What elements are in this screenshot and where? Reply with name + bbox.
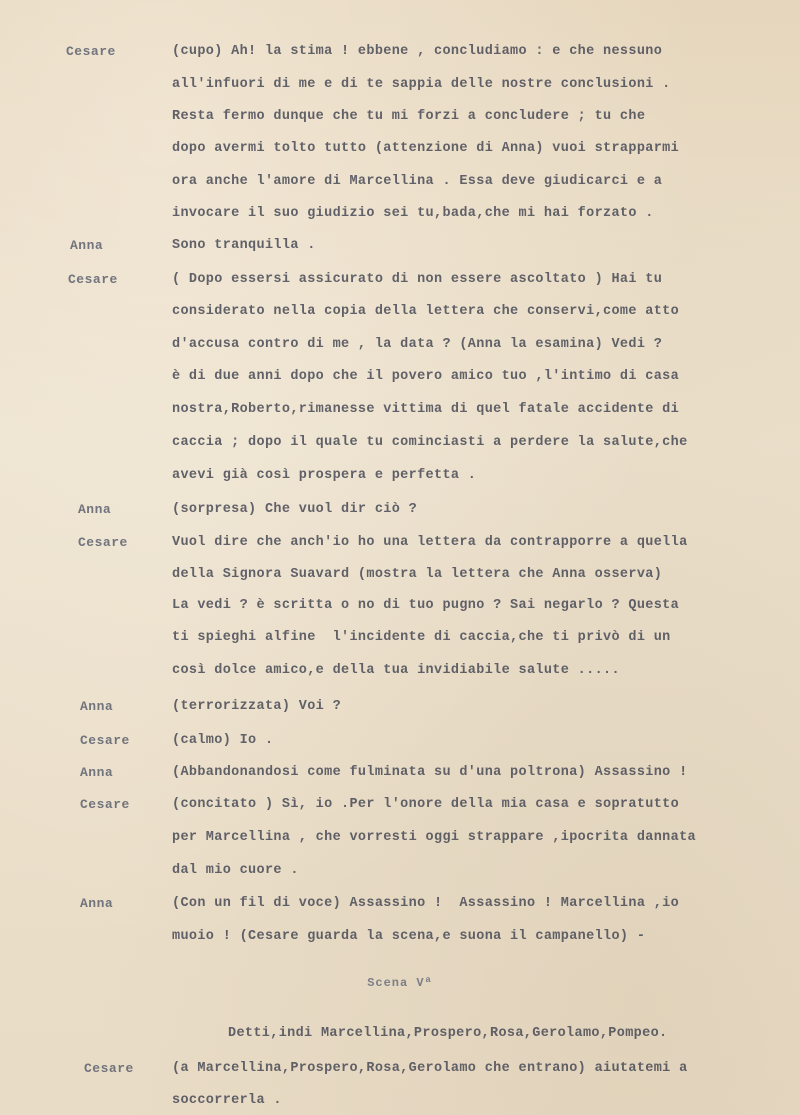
dialogue-row: [0, 1061, 800, 1081]
speaker-name: Cesare: [80, 733, 130, 748]
dialogue-row: [0, 535, 800, 555]
speaker-name: Anna: [70, 238, 104, 253]
speaker-name: Anna: [80, 765, 114, 780]
dialogue-row: [0, 896, 800, 916]
dialogue-line: ( Dopo essersi assicurato di non essere ascoltato ) Hai tu: [172, 272, 663, 287]
dialogue-row: [0, 733, 800, 753]
dialogue-row: [0, 699, 800, 719]
speaker-name: Cesare: [78, 535, 128, 550]
speaker-name: Cesare: [68, 272, 118, 287]
scene-heading: Scena Vª: [367, 976, 433, 990]
dialogue-line: La vedi ? è scritta o no di tuo pugno ? Sai negarlo ? Questa: [172, 598, 680, 613]
dialogue-row: [0, 272, 800, 292]
dialogue-line: (cupo) Ah! la stima ! ebbene , concludiamo : e che nessuno: [172, 44, 663, 59]
dialogue-line: invocare il suo giudizio sei tu,bada,che mi hai forzato .: [172, 206, 654, 221]
dialogue-row: [0, 44, 800, 64]
dialogue-line: (a Marcellina,Prospero,Rosa,Gerolamo che entrano) aiutatemi a: [172, 1061, 688, 1076]
dialogue-line: (sorpresa) Che vuol dir ciò ?: [172, 502, 418, 517]
dialogue-row: [0, 238, 800, 258]
dialogue-line: nostra,Roberto,rimanesse vittima di quel fatale accidente di: [172, 402, 680, 417]
speaker-name: Anna: [80, 699, 114, 714]
dialogue-line: Vuol dire che anch'io ho una lettera da contrapporre a quella: [172, 535, 688, 550]
dialogue-line: dal mio cuore .: [172, 863, 299, 878]
dialogue-line: all'infuori di me e di te sappia delle nostre conclusioni .: [172, 77, 671, 92]
speaker-name: Anna: [78, 502, 112, 517]
dialogue-line: così dolce amico,e della tua invidiabile salute .....: [172, 663, 620, 678]
dialogue-line: dopo avermi tolto tutto (attenzione di Anna) vuoi strapparmi: [172, 141, 680, 156]
dialogue-line: Resta fermo dunque che tu mi forzi a concludere ; tu che: [172, 109, 646, 124]
dialogue-line: d'accusa contro di me , la data ? (Anna la esamina) Vedi ?: [172, 337, 663, 352]
dialogue-line: (calmo) Io .: [172, 733, 274, 748]
dialogue-line: (concitato ) Sì, io .Per l'onore della mia casa e sopratutto: [172, 797, 680, 812]
dialogue-line: soccorrerla .: [172, 1093, 282, 1108]
dialogue-row: [0, 502, 800, 522]
dialogue-line: considerato nella copia della lettera che conservi,come atto: [172, 304, 680, 319]
speaker-name: Cesare: [80, 797, 130, 812]
dialogue-line: (terrorizzata) Voi ?: [172, 699, 342, 714]
dialogue-line: è di due anni dopo che il povero amico tuo ,l'intimo di casa: [172, 369, 680, 384]
speaker-name: Cesare: [66, 44, 116, 59]
dialogue-line: della Signora Suavard (mostra la lettera che Anna osserva): [172, 567, 663, 582]
dialogue-row: [0, 765, 800, 785]
speaker-name: Anna: [80, 896, 114, 911]
dialogue-line: ora anche l'amore di Marcellina . Essa deve giudicarci e a: [172, 174, 663, 189]
dialogue-row: [0, 797, 800, 817]
dialogue-line: muoio ! (Cesare guarda la scena,e suona il campanello) -: [172, 929, 646, 944]
dialogue-line: Sono tranquilla .: [172, 238, 316, 253]
dialogue-line: caccia ; dopo il quale tu cominciasti a perdere la salute,che: [172, 435, 688, 450]
dialogue-line: ti spieghi alfine l'incidente di caccia,che ti privò di un: [172, 630, 671, 645]
scene-cast-list: Detti,indi Marcellina,Prospero,Rosa,Gerolamo,Pompeo.: [228, 1026, 668, 1041]
dialogue-line: avevi già così prospera e perfetta .: [172, 468, 477, 483]
speaker-name: Cesare: [84, 1061, 134, 1076]
dialogue-line: (Abbandonandosi come fulminata su d'una poltrona) Assassino !: [172, 765, 688, 780]
dialogue-line: (Con un fil di voce) Assassino ! Assassino ! Marcellina ,io: [172, 896, 680, 911]
dialogue-line: per Marcellina , che vorresti oggi strappare ,ipocrita dannata: [172, 830, 696, 845]
